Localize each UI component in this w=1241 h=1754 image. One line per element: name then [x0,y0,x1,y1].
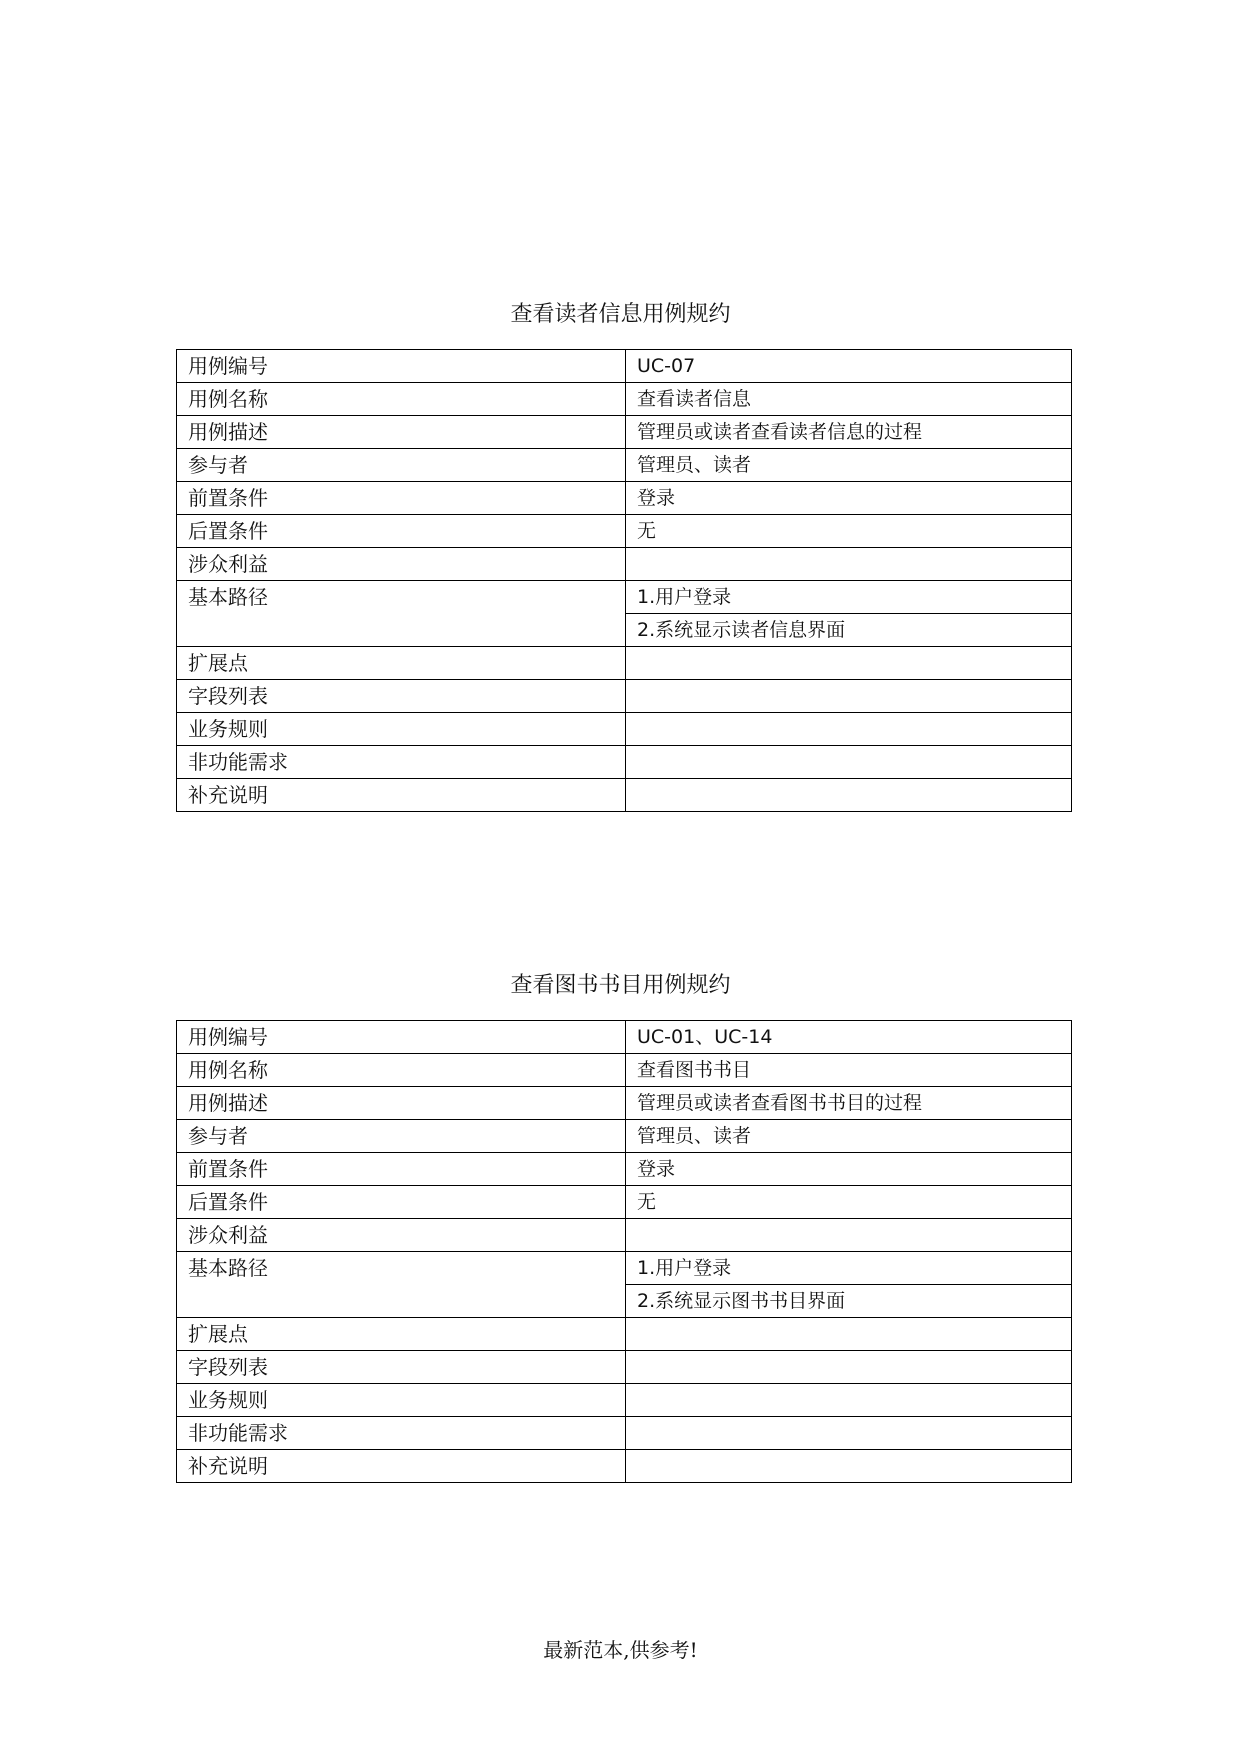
row-value: UC-07 [626,350,1072,383]
row-label: 非功能需求 [177,1417,626,1450]
table-row [177,713,1072,746]
table-row [177,449,1072,482]
table-row [177,581,1072,614]
row-label: 参与者 [177,449,626,482]
use-case-spec-table [176,349,1072,812]
row-label: 补充说明 [177,779,626,812]
table-row [177,1054,1072,1087]
spec-title: 查看读者信息用例规约 [510,302,731,327]
path-step: 1.用户登录 [626,581,1072,614]
row-label: 用例描述 [177,416,626,449]
spec-title: 查看图书书目用例规约 [510,973,731,998]
row-value: 查看读者信息 [626,383,1072,416]
table-row [177,1318,1072,1351]
row-value: 管理员或读者查看读者信息的过程 [626,416,1072,449]
row-label: 非功能需求 [177,746,626,779]
row-label: 基本路径 [177,1252,626,1318]
row-label: 业务规则 [177,1384,626,1417]
row-value: 管理员、读者 [626,1120,1072,1153]
row-value [626,647,1072,680]
table-row [177,1153,1072,1186]
row-value [626,1417,1072,1450]
table-row [177,383,1072,416]
row-value: 无 [626,1186,1072,1219]
table-row [177,1384,1072,1417]
table-row [177,482,1072,515]
table-row [177,1417,1072,1450]
row-label: 扩展点 [177,1318,626,1351]
path-step: 1.用户登录 [626,1252,1072,1285]
row-label: 后置条件 [177,1186,626,1219]
table-row [177,779,1072,812]
row-label: 用例描述 [177,1087,626,1120]
row-value [626,680,1072,713]
row-label: 补充说明 [177,1450,626,1483]
row-label: 前置条件 [177,1153,626,1186]
table-row [177,548,1072,581]
row-label: 用例名称 [177,383,626,416]
table-row [177,1351,1072,1384]
row-label: 后置条件 [177,515,626,548]
row-label: 涉众利益 [177,548,626,581]
page-footer: 最新范本,供参考! [543,1638,698,1662]
row-label: 字段列表 [177,680,626,713]
table-row [177,515,1072,548]
row-value: 管理员、读者 [626,449,1072,482]
path-step: 2.系统显示图书书目界面 [626,1285,1072,1318]
table-row [177,680,1072,713]
row-value [626,1384,1072,1417]
row-value [626,1318,1072,1351]
table-row [177,1120,1072,1153]
table-row [177,416,1072,449]
table-row [177,1219,1072,1252]
row-value: 登录 [626,1153,1072,1186]
row-label: 基本路径 [177,581,626,647]
row-value [626,779,1072,812]
row-value [626,713,1072,746]
row-value [626,746,1072,779]
row-label: 字段列表 [177,1351,626,1384]
row-label: 用例编号 [177,1021,626,1054]
path-step: 2.系统显示读者信息界面 [626,614,1072,647]
row-value [626,1450,1072,1483]
row-label: 扩展点 [177,647,626,680]
row-value [626,1351,1072,1384]
row-value [626,1219,1072,1252]
row-label: 前置条件 [177,482,626,515]
table-row [177,1450,1072,1483]
row-label: 用例编号 [177,350,626,383]
table-row [177,647,1072,680]
row-value: UC-01、UC-14 [626,1021,1072,1054]
row-label: 业务规则 [177,713,626,746]
use-case-spec-table [176,1020,1072,1483]
table-row [177,1186,1072,1219]
row-label: 参与者 [177,1120,626,1153]
row-value: 管理员或读者查看图书书目的过程 [626,1087,1072,1120]
row-value [626,548,1072,581]
table-row [177,746,1072,779]
table-row [177,1252,1072,1285]
row-value: 无 [626,515,1072,548]
table-row [177,350,1072,383]
row-value: 登录 [626,482,1072,515]
table-row [177,1087,1072,1120]
table-row [177,1021,1072,1054]
row-label: 涉众利益 [177,1219,626,1252]
row-label: 用例名称 [177,1054,626,1087]
row-value: 查看图书书目 [626,1054,1072,1087]
